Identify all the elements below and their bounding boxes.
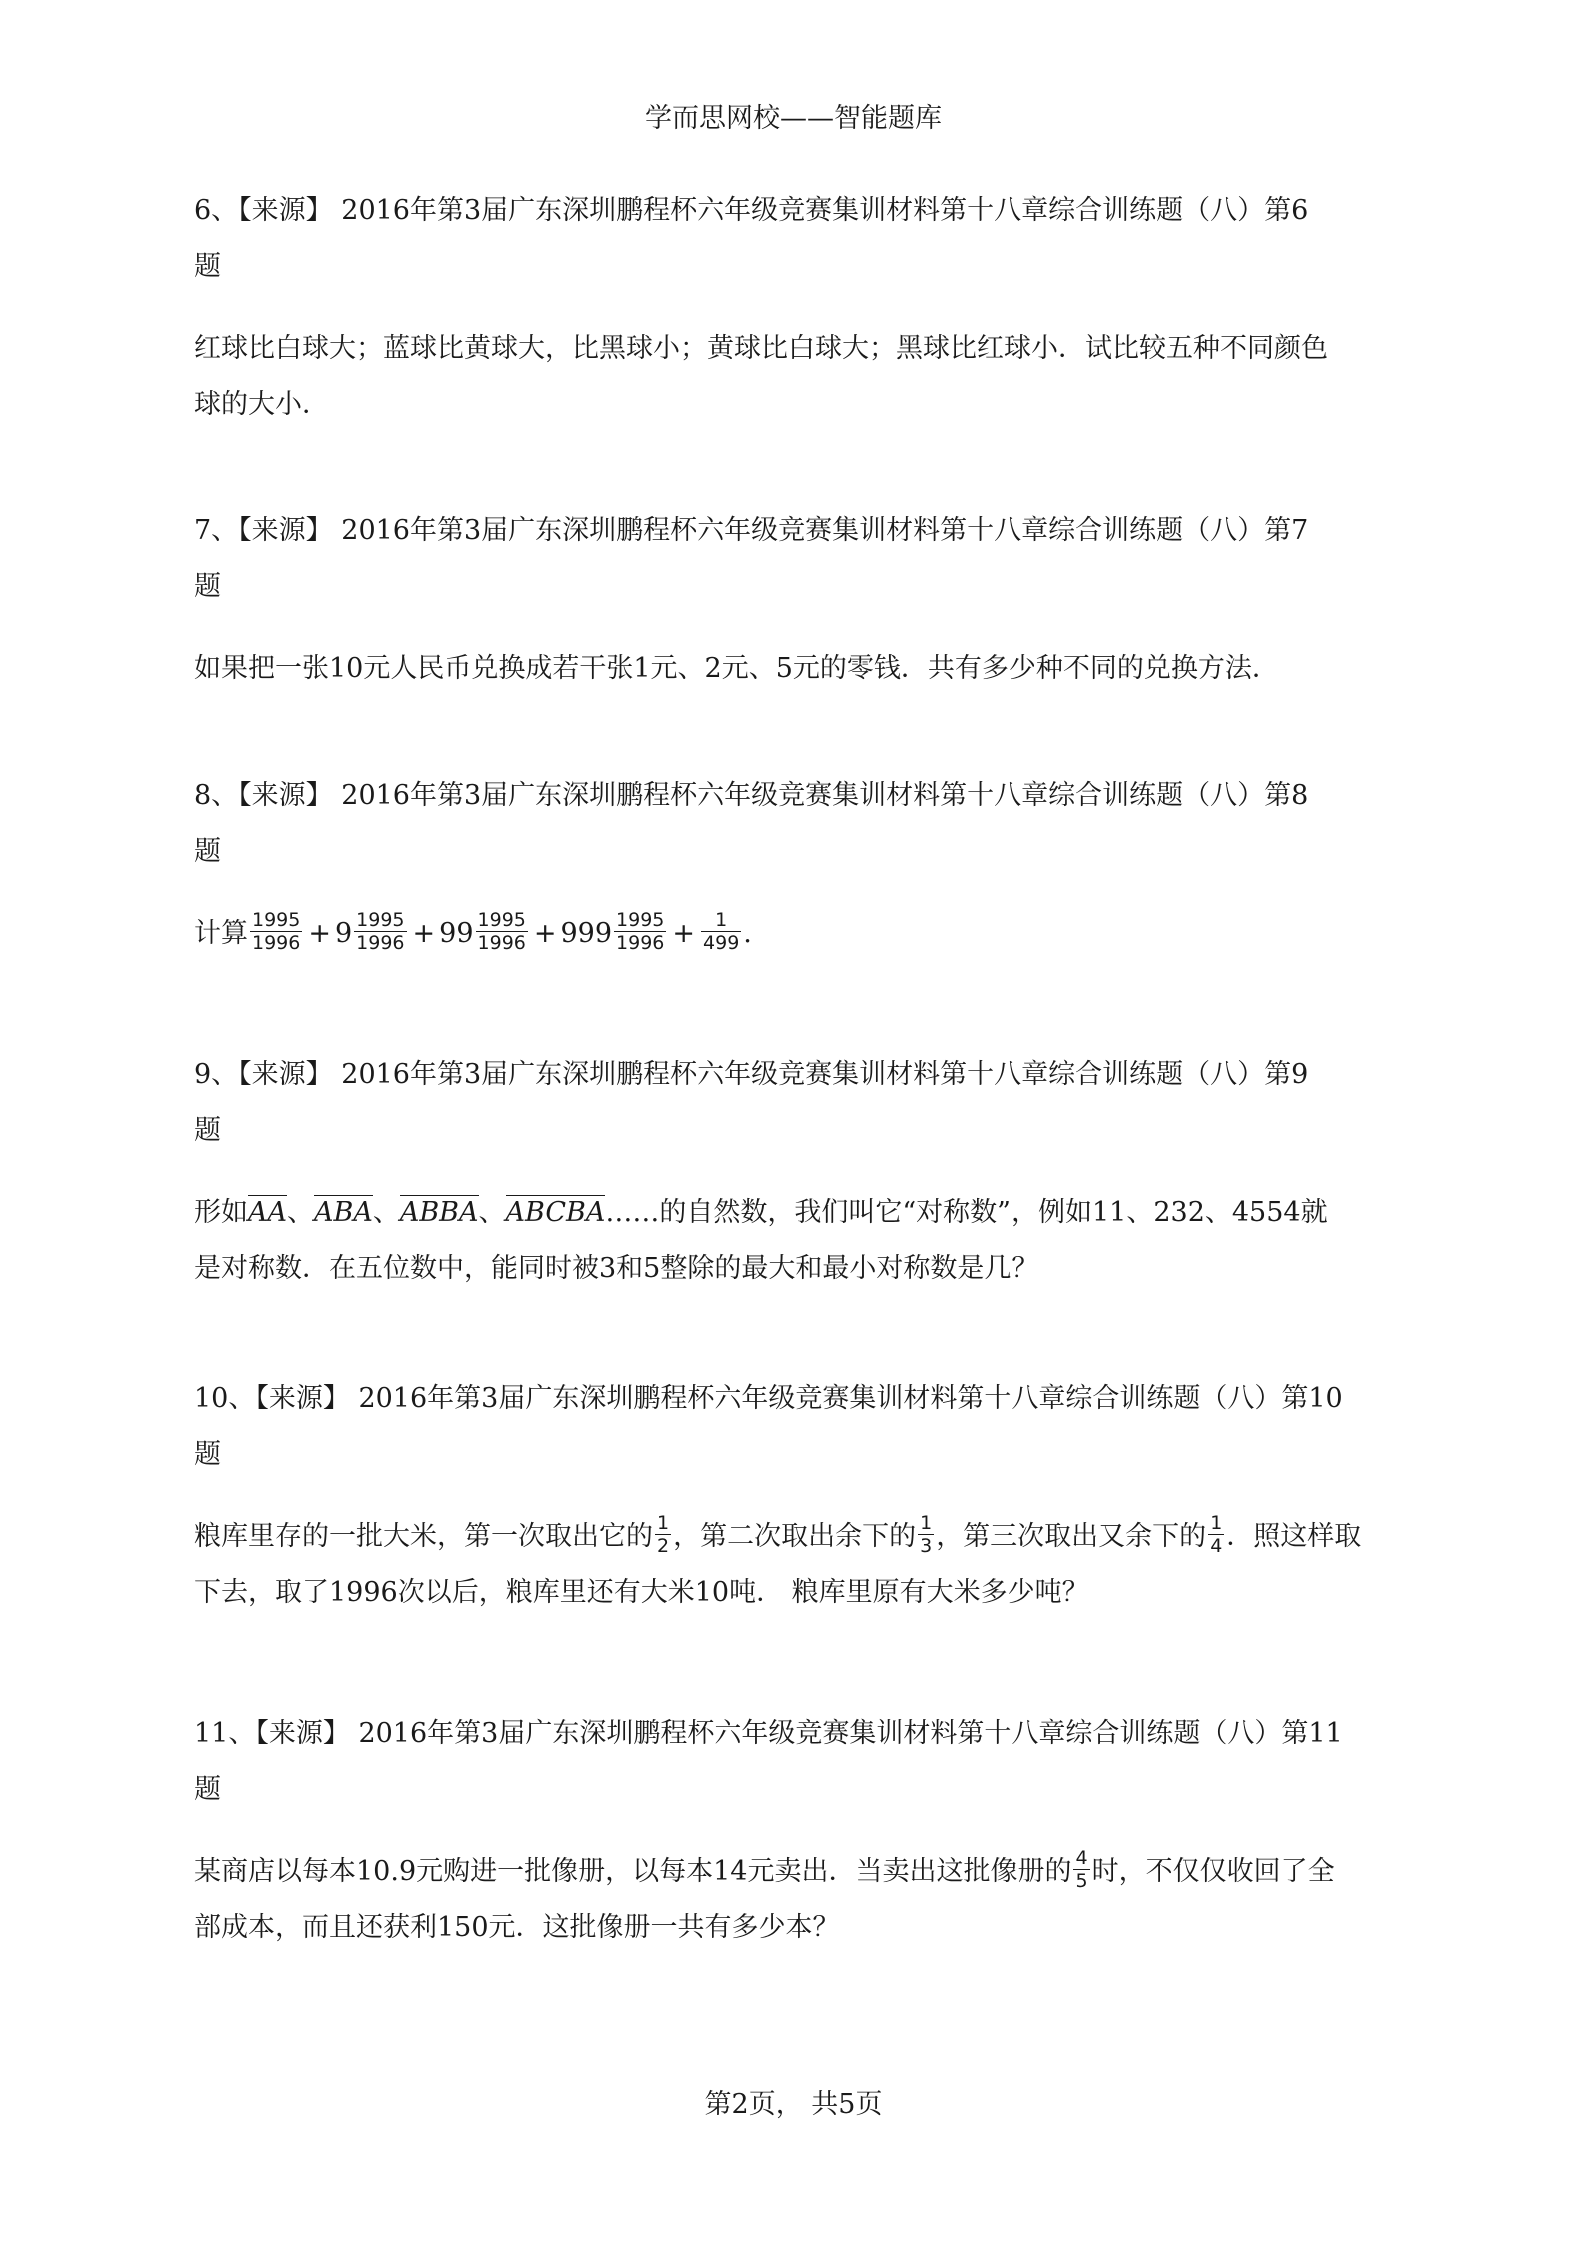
page-footer: 第2页， 共5页 bbox=[704, 2089, 883, 2120]
fraction: $\frac{1995}{1996}$ bbox=[477, 909, 526, 954]
fraction: $\frac{1995}{1996}$ bbox=[616, 909, 665, 954]
question-source: 8、【来源】 2016年第3届广东深圳鹏程杯六年级竞赛集训材料第十八章综合训练题（八）第8 bbox=[194, 780, 1309, 811]
plus-sign: + bbox=[412, 918, 436, 949]
period: . bbox=[743, 918, 752, 949]
question-6 bbox=[194, 183, 1404, 433]
question-source: 7、【来源】 2016年第3届广东深圳鹏程杯六年级竞赛集训材料第十八章综合训练题（八）第7 bbox=[194, 515, 1309, 546]
fraction-quarter: $\frac{1}{4}$ bbox=[1210, 1512, 1223, 1557]
integer-part: 999 bbox=[560, 918, 613, 949]
question-source: 10、【来源】 2016年第3届广东深圳鹏程杯六年级竞赛集训材料第十八章综合训练题（八）第10 bbox=[194, 1383, 1343, 1414]
question-body bbox=[194, 1185, 1404, 1241]
question-8 bbox=[194, 768, 1404, 962]
body-prefix: 计算 bbox=[194, 918, 248, 949]
separator: 、 bbox=[478, 1197, 506, 1228]
plus-sign: + bbox=[308, 918, 331, 949]
body-text: 时，不仅仅收回了全 bbox=[1091, 1856, 1335, 1887]
body-text: ，第二次取出余下的 bbox=[673, 1521, 917, 1552]
question-body-cont: 下去，取了1996次以后，粮库里还有大米10吨． 粮库里原有大米多少吨？ bbox=[194, 1577, 1089, 1608]
fraction: $\frac{1}{499}$ bbox=[703, 909, 740, 954]
question-source-cont: 题 bbox=[194, 836, 221, 867]
question-source: 11、【来源】 2016年第3届广东深圳鹏程杯六年级竞赛集训材料第十八章综合训练题（八）第11 bbox=[194, 1718, 1343, 1749]
question-body-cont: 球的大小． bbox=[194, 389, 329, 420]
overline-number: ABBA bbox=[399, 1197, 479, 1228]
overline-number: ABCBA bbox=[505, 1197, 606, 1228]
question-body-cont: 是对称数．在五位数中，能同时被3和5整除的最大和最小对称数是几？ bbox=[194, 1253, 1039, 1284]
fraction-third: $\frac{1}{3}$ bbox=[920, 1512, 933, 1557]
question-source: 9、【来源】 2016年第3届广东深圳鹏程杯六年级竞赛集训材料第十八章综合训练题（八）第9 bbox=[194, 1059, 1309, 1090]
separator: 、 bbox=[372, 1197, 400, 1228]
question-7 bbox=[194, 503, 1404, 697]
question-body: 如果把一张10元人民币兑换成若干张1元、2元、5元的零钱．共有多少种不同的兑换方法． bbox=[194, 653, 1279, 684]
body-text: 某商店以每本10.9元购进一批像册，以每本14元卖出．当卖出这批像册的 bbox=[194, 1856, 1072, 1887]
question-10 bbox=[194, 1371, 1404, 1621]
integer-part: 9 bbox=[334, 918, 353, 949]
fraction-four-fifths: $\frac{4}{5}$ bbox=[1075, 1847, 1088, 1892]
body-text: ，第三次取出又余下的 bbox=[936, 1521, 1207, 1552]
question-body bbox=[194, 906, 1404, 962]
page-header: 学而思网校——智能题库 bbox=[645, 103, 942, 134]
question-source-cont: 题 bbox=[194, 1774, 221, 1805]
fraction-half: $\frac{1}{2}$ bbox=[657, 1512, 670, 1557]
plus-sign: + bbox=[533, 918, 557, 949]
body-rest: ……的自然数，我们叫它“对称数”，例如11、232、4554就 bbox=[605, 1197, 1328, 1228]
separator: 、 bbox=[287, 1197, 314, 1228]
question-11 bbox=[194, 1706, 1404, 1956]
body-prefix: 形如 bbox=[194, 1197, 248, 1228]
body-text: ．照这样取 bbox=[1226, 1521, 1362, 1552]
question-body bbox=[194, 1509, 1404, 1565]
overline-number: ABA bbox=[314, 1197, 373, 1228]
plus-sign: + bbox=[672, 918, 696, 949]
fraction: $\frac{1995}{1996}$ bbox=[252, 909, 301, 954]
overline-number: AA bbox=[248, 1197, 287, 1228]
integer-part: 99 bbox=[439, 918, 474, 949]
question-source-cont: 题 bbox=[194, 1439, 221, 1470]
question-9 bbox=[194, 1047, 1404, 1297]
question-body bbox=[194, 1844, 1404, 1900]
question-source-cont: 题 bbox=[194, 1115, 221, 1146]
question-body: 红球比白球大；蓝球比黄球大，比黑球小；黄球比白球大；黑球比红球小．试比较五种不同颜色 bbox=[194, 333, 1328, 364]
body-text: 粮库里存的一批大米，第一次取出它的 bbox=[194, 1521, 653, 1552]
question-source-cont: 题 bbox=[194, 251, 221, 282]
question-body-cont: 部成本，而且还获利150元．这批像册一共有多少本？ bbox=[194, 1912, 840, 1943]
fraction: $\frac{1995}{1996}$ bbox=[356, 909, 405, 954]
question-source: 6、【来源】 2016年第3届广东深圳鹏程杯六年级竞赛集训材料第十八章综合训练题（八）第6 bbox=[194, 195, 1309, 226]
question-source-cont: 题 bbox=[194, 571, 221, 602]
